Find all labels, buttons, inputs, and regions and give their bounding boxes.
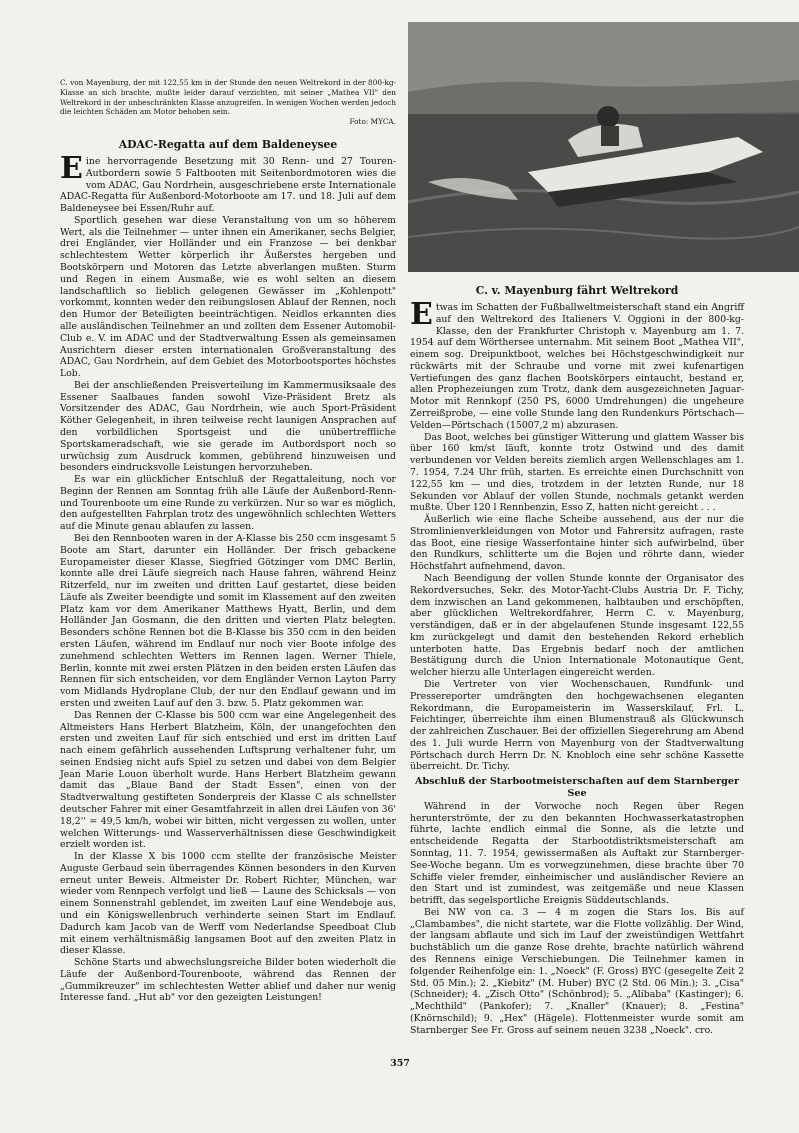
right-article-lead [410,297,744,432]
photo-credit: Foto: MYCA. [349,117,396,127]
sub-article-title: Abschluß der Starbootmeisterschaften auf dem Starnberger See [415,776,739,800]
right-lead-text: twas im Schatten der Fußballweltmeisterschaft stand ein Angriff auf den Weltrekord des Italieners V. Oggioni in der 800-kg-Klasse, den der Frankfurter Christoph v. Mayenburg am 1. 7. 1954 auf dem Wörthersee unternahm. Mit seinem Boot „Mathea VII", einem sog. Dreipunktboot, welches bei Höchstgeschwindigkeit nur rückwärts mit der Schraube und vorne mit zwei kufenartigen Vertiefungen des ganz flachen Bootskörpers eintaucht, bestand er, allen Prophezeiungen zum Trotz, dank dem ausgezeichneten Jaguar-Motor mit Rennkopf (250 PS, 6000 Umdrehungen) die ungeheure Zerreißprobe, — eine volle Stunde lang den Rundenkurs Pörtschach—Velden—Pörtschach (15007,2 m) abzurasen. [410,302,744,431]
left-paragraph: Es war ein glücklicher Entschluß der Regattaleitung, noch vor Beginn der Rennen am Sonntag früh alle Läufe der Außenbord-Renn- und Tourenboote um eine Runde zu verkürzen. Nur so war es möglich, den aufgestellten Fahrplan trotz des ungewöhnlich schlechten Wetters auf die Minute genau ablaufen zu lassen. [60,474,396,533]
right-article-title: C. v. Mayenburg fährt Weltrekord [475,284,679,297]
speedboat-illustration [408,22,799,272]
speedboat-photo [408,22,799,272]
left-paragraph: Das Rennen der C-Klasse bis 500 ccm war eine Angelegenheit des Altmeisters Hans Herbert Blatzheim, Köln, der unangefochten den ersten und zweiten Lauf für sich entschied und erst im dritten Lauf nach einem gefährlich aussehenden Luftsprung verhaltener fuhr, um seinen Endsieg nicht aufs Spiel zu setzen und dabei von dem Belgier Jean Marie Louon überholt wurde. Hans Herbert Blatzheim gewann damit das „Blaue Band der Stadt Essen", einen von der Stadtverwaltung gestifteten Sonderpreis der Klasse C als schnellster deutscher Fahrer mit einer Gesamtfahrzeit in allen drei Läufen von 36' 18,2'' = 49,5 km/h, wobei wir bitten, nicht vergessen zu wollen, unter welchen Witterungs- und Wasserverhältnissen diese Geschwindigkeit erzielt worden ist. [60,709,396,851]
right-paragraph: Die Vertreter von vier Wochenschauen, Rundfunk- und Pressereporter umdrängten den hochgewachsenen eleganten Rekordmann, die Europameisterin im Wasserskilauf, Frl. L. Feichtinger, überreichte ihm einen Blumenstrauß als Glückwunsch der zahlreichen Zuschauer. Bei der offiziellen Siegerehrung am Abend des 1. Juli wurde Herrn von Mayenburg von der Stadtverwaltung Pörtschach durch Herrn Dr. N. Knobloch eine sehr schöne Kassette überreicht. Dr. Tichy. [410,679,744,773]
left-paragraph: Sportlich gesehen war diese Veranstaltung von um so höherem Wert, als die Teilnehmer — unter ihnen ein Amerikaner, sechs Belgier, drei Engländer, vier Holländer und ein Franzose — bei denkbar schlechtestem Wetter körperlich ihr Äußerstes hergeben und Bootskörpern und Motoren das Letzte abverlangen mußten. Sturm und Regen in einem Ausmaße, wie es wohl selten an diesem landschaftlich so lieblich gelegenen Gewässer im „Kohlenpott" vorkommt, konnten weder den reibungslosen Ablauf der Rennen, noch den Humor der Beteiligten beeinträchtigen. Neidlos erkannten dies alle ausländischen Teilnehmer an und zollten dem Essener Automobil-Club e. V. im ADAC und der Stadtverwaltung Essen als gemeinsamen Ausrichtern dieser ersten internationalen Großveranstaltung des ADAC, Gau Nordrhein, auf dem Gebiet des Motorbootsportes höchstes Lob. [60,214,396,380]
left-lead-text: ine hervorragende Besetzung mit 30 Renn- und 27 Touren-Autbordern sowie 5 Faltbooten mit Seitenbordmotoren wies die vom ADAC, Gau Nordrhein, ausgeschriebene erste Internationale ADAC-Regatta für Außenbord-Motorboote am 17. und 18. Juli auf dem Baldeneysee bei Essen/Ruhr auf. [60,156,396,215]
photo-caption [60,78,396,127]
left-article [60,138,396,1004]
left-paragraph: Bei den Rennbooten waren in der A-Klasse bis 250 ccm insgesamt 5 Boote am Start, darunter ein Holländer. Der frisch gebackene Europameister dieser Klasse, Siegfried Götzinger vom DMC Berlin, konnte alle drei Läufe siegreich nach Hause fahren, während Heinz Ritzerfeld, nur im zweiten und dritten Lauf gestartet, diese beiden Läufe als Zweiter beendigte und somit im Klassement auf den zweiten Platz kam vor dem Amerikaner Matthews Hyatt, Berlin, und dem Holländer Jan Gosmann, die den dritten und vierten Platz belegten. Besonders schöne Rennen bot die B-Klasse bis 350 ccm in den beiden ersten Läufen, während im Endlauf nur noch vier Boote infolge des zunehmend schlechten Wetters im Rennen lagen. Werner Thiele, Berlin, konnte mit zwei ersten Plätzen in den beiden ersten Läufen das Rennen für sich entscheiden, vor dem Engländer Vernon Layton Parry vom Midlands Hydroplane Club, der nur den Endlauf gewann und im ersten und zweiten Lauf auf den 3. bzw. 5. Platz gekommen war. [60,533,396,709]
left-article-lead [60,151,396,215]
right-paragraph: Nach Beendigung der vollen Stunde konnte der Organisator des Rekordversuches, Sekr. des Motor-Yacht-Clubs Austria Dr. F. Tichy, dem inzwischen an Land gekommenen, halbtauben und erschöpften, aber glücklichen Weltrekordfahrer, Herrn C. v. Mayenburg, verständigen, daß er in der abgelaufenen Stunde insgesamt 122,55 km zurückgelegt und damit den bestehenden Rekord erheblich unterboten hatte. Das Ergebnis bedarf noch der amtlichen Bestätigung durch die Union Internationale Motonautique Gent, welcher hierzu alle Unterlagen eingereicht werden. [410,572,744,679]
page-number: 357 [390,1058,410,1069]
sub-paragraph: Während in der Vorwoche noch Regen über Regen herunterströmte, der zu den bekannten Hochwasserkatastrophen führte, lachte endlich einmal die Sonne, als die letzte und entscheidende Regatta der Starbootdistriktsmeisterschaft am Sonntag, 11. 7. 1954, gewissermaßen als Auftakt zur Starnberger-See-Woche begann. Um es vorwegzunehmen, diese brachte über 70 Schiffe vieler fremder, einheimischer und ausländischer Reviere an den Start und ist zumindest, was zeitgemäße und neue Klassen betrifft, das segelsportliche Ereignis Süddeutschlands. [410,800,744,907]
caption-text: C. von Mayenburg, der mit 122,55 km in der Stunde den neuen Weltrekord in der 800-kg-Klasse an sich brachte, mußte leider darauf verzichten, mit seiner „Mathea VII" den Weltrekord in der unbeschränkten Klasse anzugreifen. In wenigen Wochen werden jedoch die leichten Schäden am Motor behoben sein. [60,78,396,117]
left-paragraph: Schöne Starts und abwechslungsreiche Bilder boten wiederholt die Läufe der Außenbord-Tourenboote, während das Rennen der „Gummikreuzer" im schlechtesten Wetter ablief und daher nur wenig Interesse fand. „Hut ab" vor den gezeigten Leistungen! [60,957,396,1004]
left-dropcap: E [60,151,83,186]
right-article [410,284,744,1036]
right-dropcap: E [410,297,433,332]
right-paragraph: Äußerlich wie eine flache Scheibe aussehend, aus der nur die Stromlinienverkleidungen von Motor und Fahrersitz aufragen, raste das Boot, eine riesige Wasserfontaine hinter sich aufwirbelnd, über den Rundkurs, schlitterte um die Bojen und röhrte dann, wieder Höchstfahrt aufnehmend, davon. [410,514,744,573]
sub-paragraph: Bei NW von ca. 3 — 4 m zogen die Stars los. Bis auf „Clambambes", die nicht startete, war die Flotte vollzählig. Der Wind, der langsam abflaute und sich im Lauf der zweistündigen Wettfahrt buchstäblich um die ganze Rose drehte, brachte natürlich während des Rennens einige Verschiebungen. Die Teilnehmer kamen in folgender Reihenfolge ein: 1. „Noeck" (F. Gross) BYC (gesegelte Zeit 2 Std. 05 Min.); 2. „Kiebitz" (M. Huber) BYC (2 Std. 06 Min.); 3. „Cisa" (Schneider); 4. „Zisch Otto" (Schönbrod); 5. „Alibaba" (Kastinger); 6. „Mechthild" (Pankofer); 7. „Knaller" (Knauer); 8. „Festina" (Knörnschild); 9. „Hex" (Hägele). Flottenmeister wurde somit am Starnberger See Fr. Gross auf seinem neuen 3238 „Noeck". cro. [410,906,744,1036]
left-article-title: ADAC-Regatta auf dem Baldeneysee [118,138,338,151]
left-paragraph: Bei der anschließenden Preisverteilung im Kammermusiksaale des Essener Saalbaues fanden sowohl Vize-Präsident Bretz als Vorsitzender des ADAC, Gau Nordrhein, wie auch Sport-Präsident Köther Gelegenheit, in ihren teilweise recht launigen Ansprachen auf den vorbildlichen Sportsgeist und die unübertreffliche Sportskameradschaft, wie sie gerade im Autbordsport noch so urwüchsig zum Ausdruck kommen, gebührend hinzuweisen und besonders eindrucksvolle Leistungen hervorzuheben. [60,379,396,474]
right-paragraph: Das Boot, welches bei günstiger Witterung und glattem Wasser bis über 160 km/st läuft, konnte trotz Ostwind und des damit verbundenen vor Velden bereits ziemlich argen Wellenschlages am 1. 7. 1954, 7.24 Uhr früh, starten. Es erreichte einen Durchschnitt von 122,55 km — und dies, trotzdem in der letzten Runde, nur 18 Sekunden vor Ablauf der vollen Stunde, nochmals getankt werden mußte. Über 120 l Rennbenzin, Esso Z, hatten nicht gereicht . . . [410,431,744,514]
left-paragraph: In der Klasse X bis 1000 ccm stellte der französische Meister Auguste Gerbaud sein überragendes Können besonders in den Kurven erneut unter Beweis. Altmeister Dr. Robert Richter, München, war wieder vom Rennpech verfolgt und ließ — Laune des Schicksals — von einem Sonnenstrahl geblendet, im zweiten Lauf eine Wendeboje aus, und ein Königswellenbruch verhinderte seinen Start im Endlauf. Dadurch kam Jacob van de Werff vom Nederlandse Speedboat Club mit einem verhältnismäßig langsamen Boot auf den zweiten Platz in dieser Klasse. [60,851,396,957]
